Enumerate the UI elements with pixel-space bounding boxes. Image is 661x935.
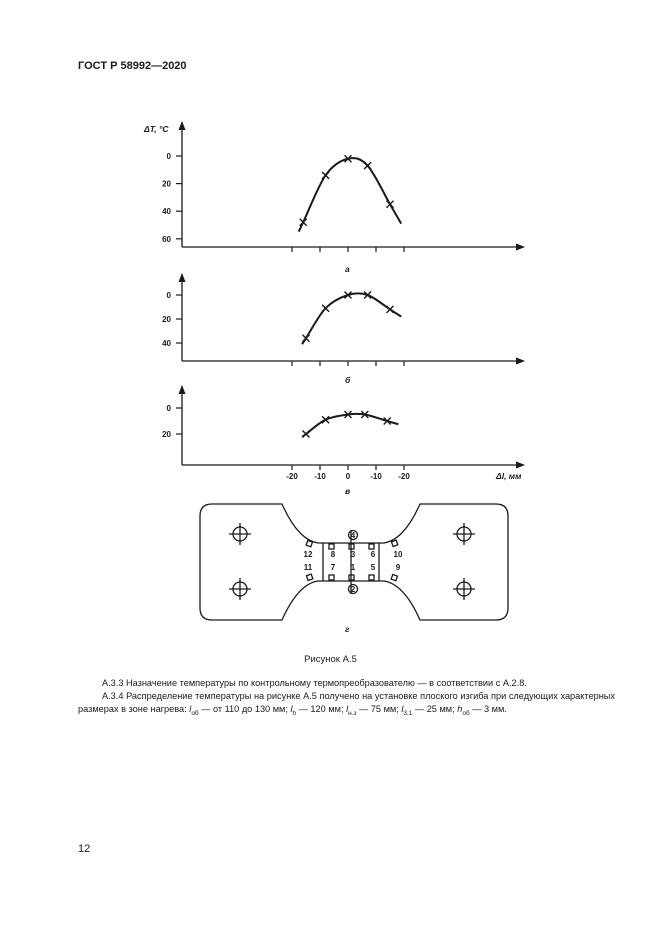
specimen-labels — [304, 531, 403, 594]
y-tick-label: 20 — [162, 315, 171, 324]
y-tick-label: 20 — [162, 430, 171, 439]
panel-c-axes — [182, 386, 524, 465]
panel-c-yticks — [162, 404, 182, 439]
specimen-point-label: 6 — [370, 550, 376, 559]
data-point — [387, 201, 394, 208]
paragraph-a34-intro: А.3.4 Распределение температуры на рисунке А.5 получено на установке плоского изгиба при следующих характерных размерах в зоне нагрева: — [78, 691, 615, 714]
specimen-point-label: 1 — [350, 563, 356, 572]
specimen-point-label: 3 — [350, 550, 356, 559]
data-point — [364, 162, 371, 169]
y-tick-label: 40 — [162, 207, 171, 217]
y-tick-label: 0 — [166, 291, 171, 300]
x-tick-label: -20 — [398, 472, 410, 481]
dimension-item: $l_h$ — 120 мм; — [290, 704, 347, 717]
specimen-point-label: 7 — [330, 563, 336, 572]
panel-a-points — [300, 155, 394, 225]
specimen-drawing — [200, 504, 508, 620]
data-point — [303, 431, 310, 438]
paragraph-a33: А.3.3 Назначение температуры по контрольному термопреобразователю — в соответствии с А.2.8. — [102, 678, 527, 688]
document-header: ГОСТ Р 58992—2020 — [78, 60, 187, 72]
panel-label-a: а — [345, 264, 350, 274]
panel-c-points — [303, 411, 391, 438]
x-tick-label: 0 — [345, 472, 351, 481]
specimen-point-label: 11 — [303, 563, 313, 572]
x-tick-label: -10 — [314, 472, 326, 481]
specimen-point-label: 2 — [350, 585, 356, 594]
panel-b-points — [303, 292, 394, 342]
y-tick-label: 0 — [166, 152, 171, 161]
panel-b-yticks — [162, 291, 182, 348]
specimen-point-label: 12 — [303, 550, 313, 559]
x-ticks — [286, 247, 410, 481]
panel-a-axes — [182, 122, 524, 247]
panel-a-curve — [299, 158, 401, 232]
specimen-point-label: 4 — [350, 531, 356, 540]
dimension-item: $l_{об}$ — от 110 до 130 мм; — [189, 704, 291, 717]
data-point — [322, 172, 329, 179]
panel-label-c: в — [345, 486, 351, 496]
panel-label-b: б — [345, 375, 351, 385]
panel-label-d: г — [345, 624, 350, 634]
dimension-item: $h_{об}$ — 3 мм. — [457, 704, 507, 717]
panel-b-axes — [182, 274, 524, 361]
data-point — [303, 335, 310, 342]
y-tick-label: 40 — [162, 339, 171, 348]
x-tick-label: -10 — [370, 472, 382, 481]
panel-a-yticks — [162, 152, 182, 244]
dimension-item: $l_{н.з}$ — 75 мм; — [346, 704, 402, 717]
data-point — [387, 306, 394, 313]
dimension-item: $l_{3,1}$ — 25 мм; — [401, 704, 458, 717]
y-tick-label: 20 — [162, 179, 171, 189]
panel-b-curve — [302, 293, 401, 344]
specimen-point-label: 9 — [395, 563, 401, 572]
data-point — [322, 305, 329, 312]
y-tick-label: 60 — [162, 234, 171, 244]
figure-caption: Рисунок А.5 — [304, 654, 357, 665]
page-number: 12 — [78, 843, 91, 855]
dimension-list — [189, 704, 507, 717]
specimen-point-label: 8 — [330, 550, 336, 559]
specimen-point-label: 10 — [393, 550, 403, 559]
specimen-point-label: 5 — [370, 563, 376, 572]
x-tick-label: -20 — [286, 472, 298, 481]
data-point — [300, 219, 307, 226]
x-axis-label: Δl, мм — [496, 471, 522, 481]
paragraph-a34 — [78, 690, 615, 720]
y-tick-label: 0 — [166, 404, 171, 413]
y-axis-label: ΔT, °C — [144, 124, 169, 134]
